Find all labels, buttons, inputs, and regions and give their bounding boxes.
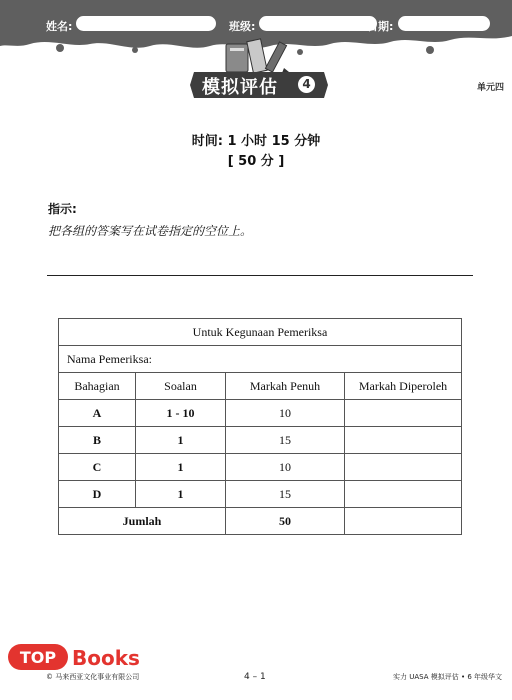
table-row <box>59 400 462 427</box>
instructions-title: 指示: <box>48 202 77 216</box>
title-banner <box>190 70 330 100</box>
name-label: 姓名: <box>46 20 73 33</box>
questions-cell: 1 <box>136 454 226 481</box>
full-marks-cell: 15 <box>226 427 345 454</box>
logo-top-text: TOP <box>19 648 57 667</box>
date-field[interactable] <box>398 16 490 31</box>
table-total-row <box>59 508 462 535</box>
section-cell: C <box>59 454 136 481</box>
name-field[interactable] <box>76 16 216 31</box>
full-marks-cell: 15 <box>226 481 345 508</box>
section-cell: D <box>59 481 136 508</box>
unit-label: 单元四 <box>476 83 504 93</box>
table-row <box>59 481 462 508</box>
marks-obtained-cell[interactable] <box>345 400 462 427</box>
header-full-marks: Markah Penuh <box>226 373 345 400</box>
total-full-marks: 50 <box>226 508 345 535</box>
examiner-name-label: Nama Pemeriksa: <box>59 346 462 373</box>
section-cell: A <box>59 400 136 427</box>
time-duration: 时间: 1 小时 15 分钟 <box>191 134 321 149</box>
table-title: Untuk Kegunaan Pemeriksa <box>59 319 462 346</box>
table-row <box>59 454 462 481</box>
instructions-body: 把各组的答案写在试卷指定的空位上。 <box>48 224 253 238</box>
table-row <box>59 427 462 454</box>
full-marks-cell: 10 <box>226 400 345 427</box>
questions-cell: 1 - 10 <box>136 400 226 427</box>
total-marks: [ 50 分 ] <box>227 154 285 169</box>
examiner-table <box>58 318 462 535</box>
header-section: Bahagian <box>59 373 136 400</box>
assessment-number-badge: 4 <box>298 76 315 93</box>
total-obtained-cell[interactable] <box>345 508 462 535</box>
page-title: 模拟评估 <box>202 77 278 98</box>
stationery-illustration <box>222 38 302 74</box>
questions-cell: 1 <box>136 427 226 454</box>
class-label: 班级: <box>229 20 256 33</box>
divider <box>47 275 473 276</box>
section-cell: B <box>59 427 136 454</box>
header-marks-obtained: Markah Diperoleh <box>345 373 462 400</box>
page-number: 4 – 1 <box>244 672 266 682</box>
date-label: 日期: <box>367 20 394 33</box>
header-questions: Soalan <box>136 373 226 400</box>
marks-obtained-cell[interactable] <box>345 454 462 481</box>
marks-obtained-cell[interactable] <box>345 481 462 508</box>
marks-obtained-cell[interactable] <box>345 427 462 454</box>
logo-books-text: Books <box>72 646 140 670</box>
questions-cell: 1 <box>136 481 226 508</box>
full-marks-cell: 10 <box>226 454 345 481</box>
total-label: Jumlah <box>59 508 226 535</box>
copyright-text: © 马来西亚文化事业有限公司 <box>46 673 140 681</box>
class-field[interactable] <box>259 16 377 31</box>
series-title: 实力 UASA 模拟评估 • 6 年级华文 <box>393 673 502 681</box>
table-header-row <box>59 373 462 400</box>
